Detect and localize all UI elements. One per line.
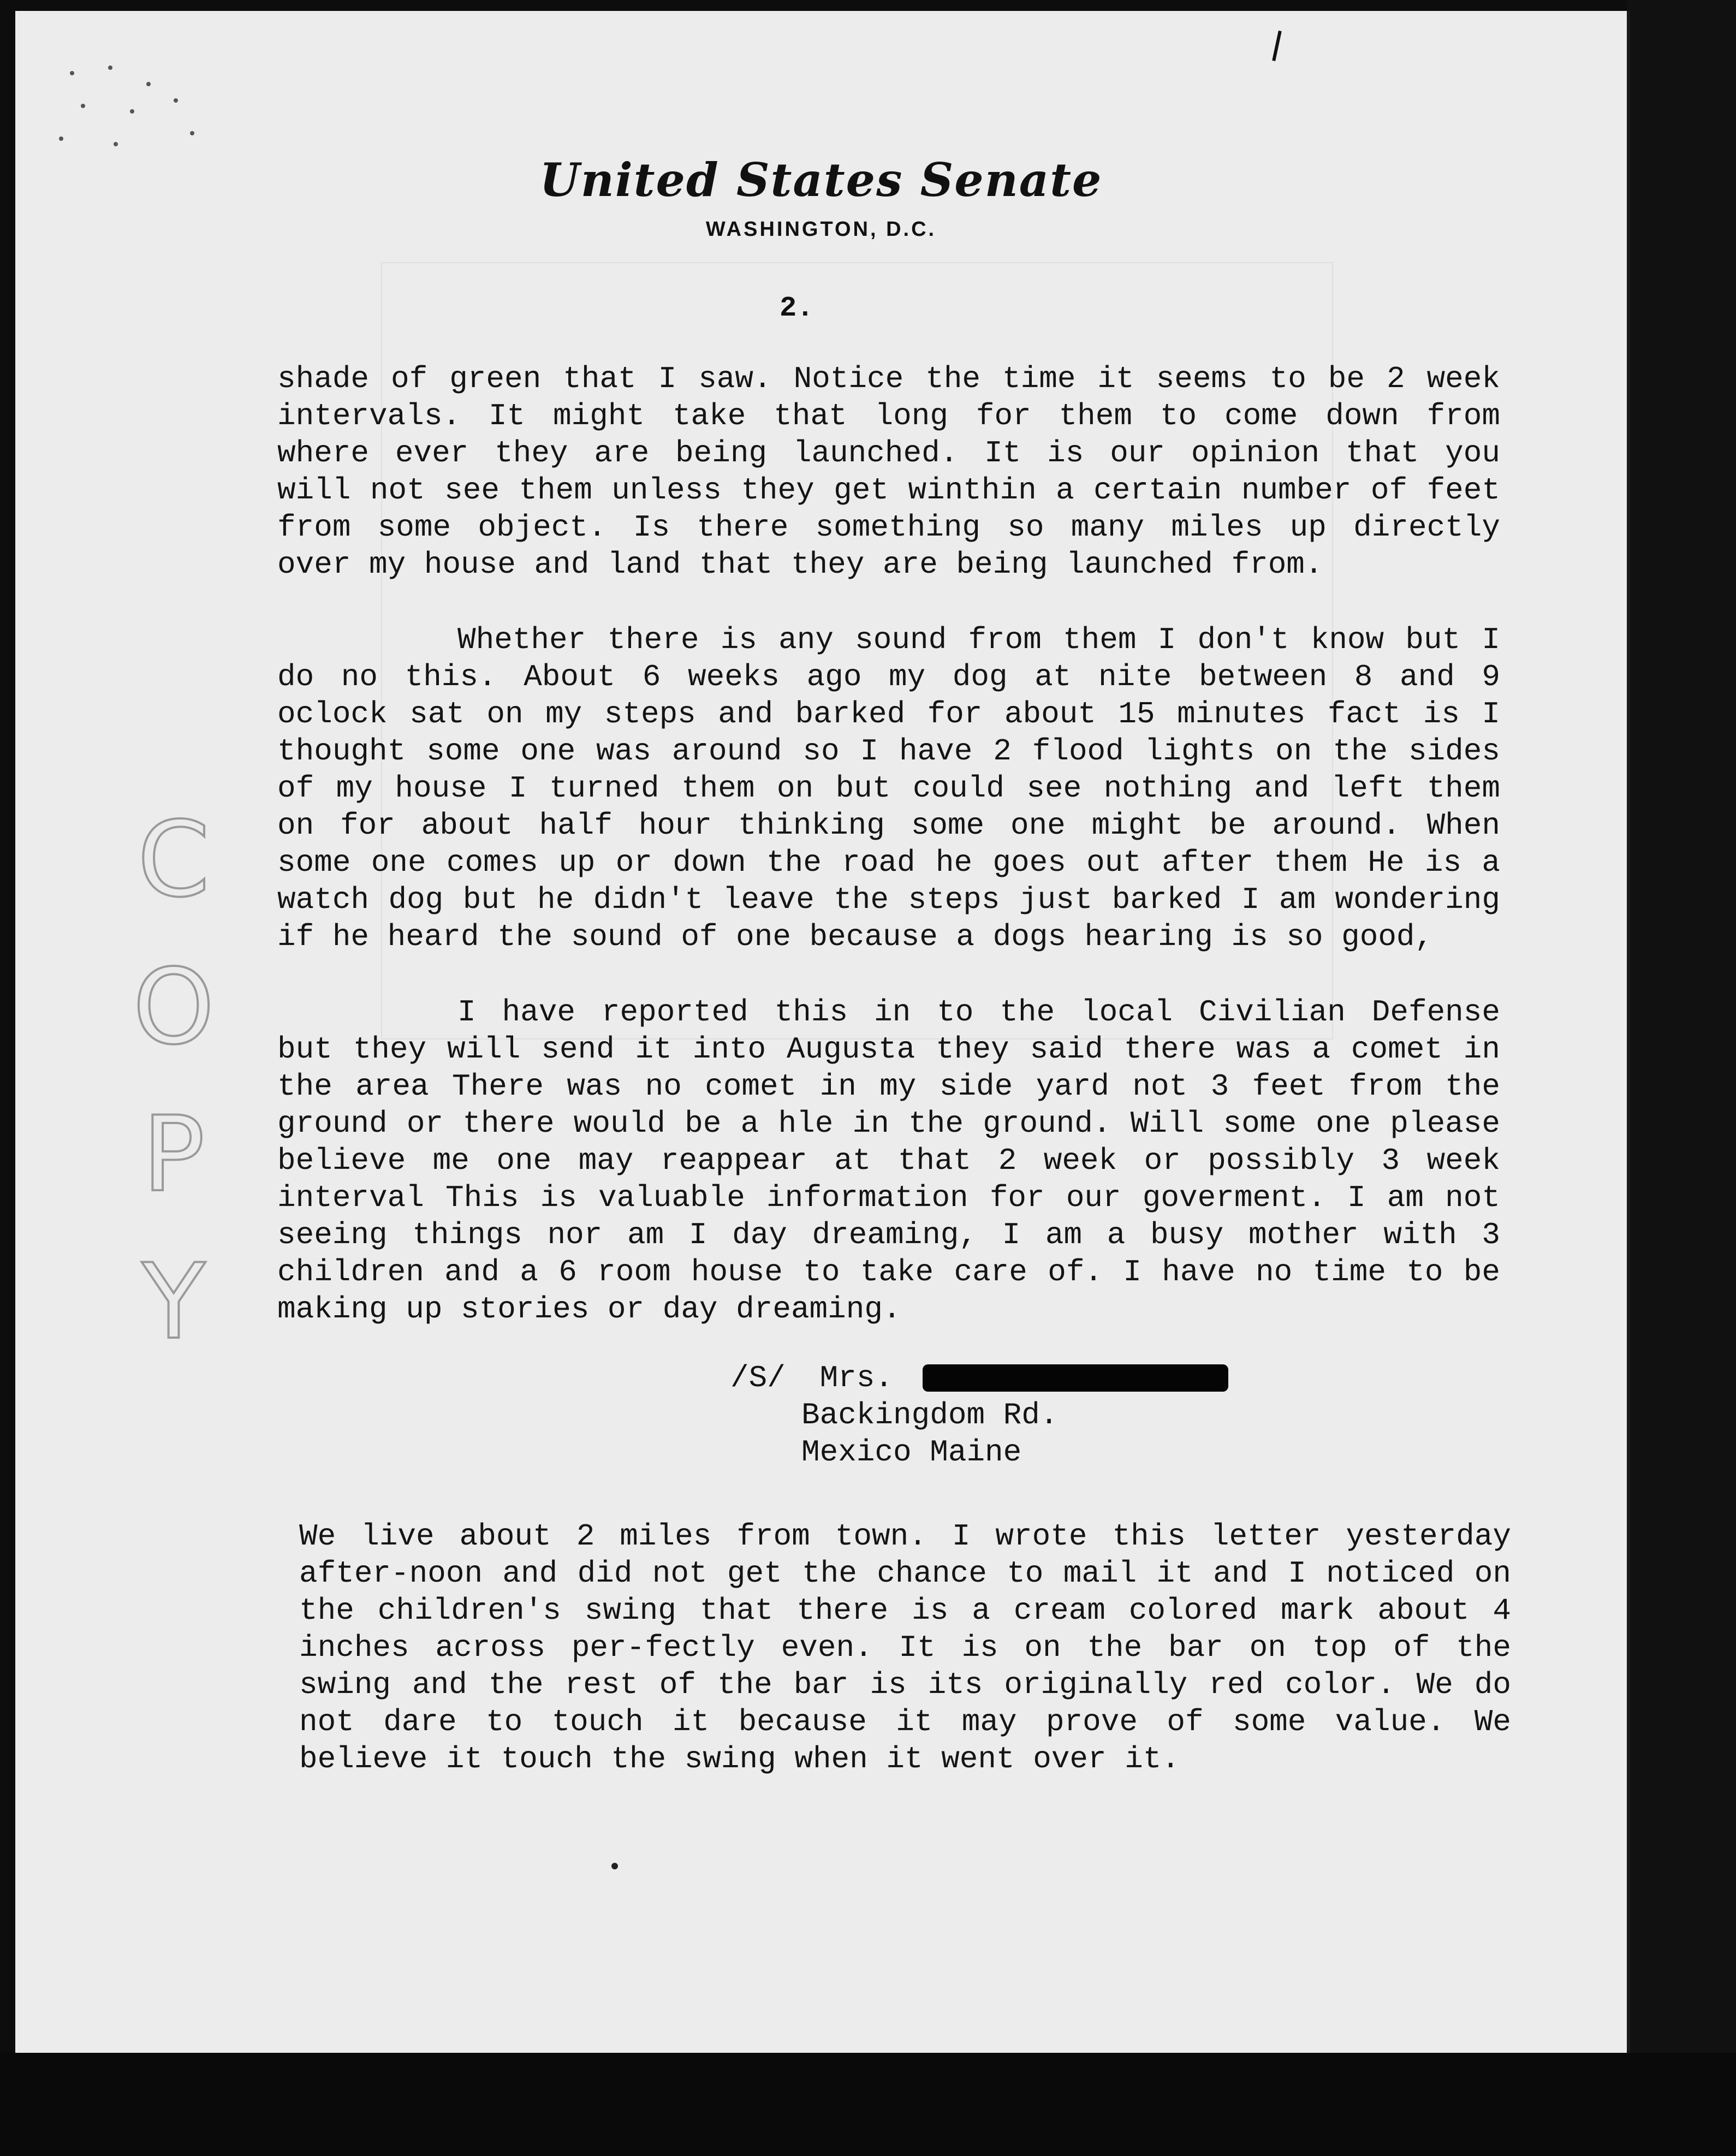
letterhead-title: United States Senate bbox=[539, 153, 1103, 207]
stamp-letter: O bbox=[133, 947, 215, 1067]
speckle-marks bbox=[48, 60, 223, 158]
document-page bbox=[15, 11, 1630, 2053]
paragraph: I have reported this in to the local Civilian Defense but they will send it into Augusta they said there was a comet in the area There was no comet in my side yard not 3 feet from the ground or there would be a hle in the ground. Will some one please believe me one may reappear at that 2 week or possibly 3 week interval This is valuable information for our goverment. I am not seeing things nor am I day dreaming, I am a busy mother with 3 children and a 6 room house to take care of. I have no time to be making up stories or day dreaming. bbox=[277, 995, 1500, 1327]
paragraph: shade of green that I saw. Notice the time it seems to be 2 week intervals. It might take that long for them to come down from where ever they are being launched. It is our opinion that you will not see them unless they get winthin a certain number of feet from some object. Is there something so many miles up directly over my house and land that they are being launched from. bbox=[277, 361, 1500, 582]
stamp-letter: Y bbox=[141, 1242, 206, 1362]
signature-town: Mexico Maine bbox=[801, 1435, 1022, 1470]
letterhead bbox=[15, 153, 1627, 241]
letter-body bbox=[277, 360, 1500, 1328]
signature-name: Mrs. bbox=[819, 1361, 894, 1395]
stamp-letter: C bbox=[137, 799, 210, 920]
signature-street: Backingdom Rd. bbox=[801, 1398, 1059, 1433]
copy-stamp bbox=[127, 786, 220, 1376]
scan-border-bottom bbox=[0, 2053, 1736, 2156]
postscript: We live about 2 miles from town. I wrote this letter yesterday after-noon and did not get the chance to mail it and I noticed on the children's swing that there is a cream colored mark about 4 inches across per-fectly even. It is on the bar on top of the swing and the rest of the bar is its originally red color. We do not dare to touch it because it may prove of some value. We believe it touch the swing when it went over it. bbox=[299, 1519, 1511, 1777]
letterhead-city: WASHINGTON, D.C. bbox=[705, 218, 937, 241]
scan-border-right bbox=[1627, 0, 1736, 2156]
stamp-letter: P bbox=[142, 1094, 205, 1215]
paragraph: Whether there is any sound from them I don't know but I do no this. About 6 weeks ago my dog at nite between 8 and 9 oclock sat on my steps and barked for about 15 minutes fact is I thought some one was around so I have 2 flood lights on the sides of my house I turned them on but could see nothing and left them on for about half hour thinking some one might be around. When some one comes up or down the road he goes out after them He is a watch dog but he didn't leave the steps just barked I am wondering if he heard the sound of one because a dogs hearing is so good, bbox=[277, 622, 1500, 954]
page-number: 2. bbox=[780, 292, 814, 324]
signature-prefix: /S/ bbox=[730, 1361, 786, 1395]
speck-mark bbox=[611, 1863, 618, 1869]
pen-mark bbox=[1272, 31, 1282, 61]
redaction-bar bbox=[923, 1364, 1228, 1392]
signature-block bbox=[730, 1359, 1228, 1471]
